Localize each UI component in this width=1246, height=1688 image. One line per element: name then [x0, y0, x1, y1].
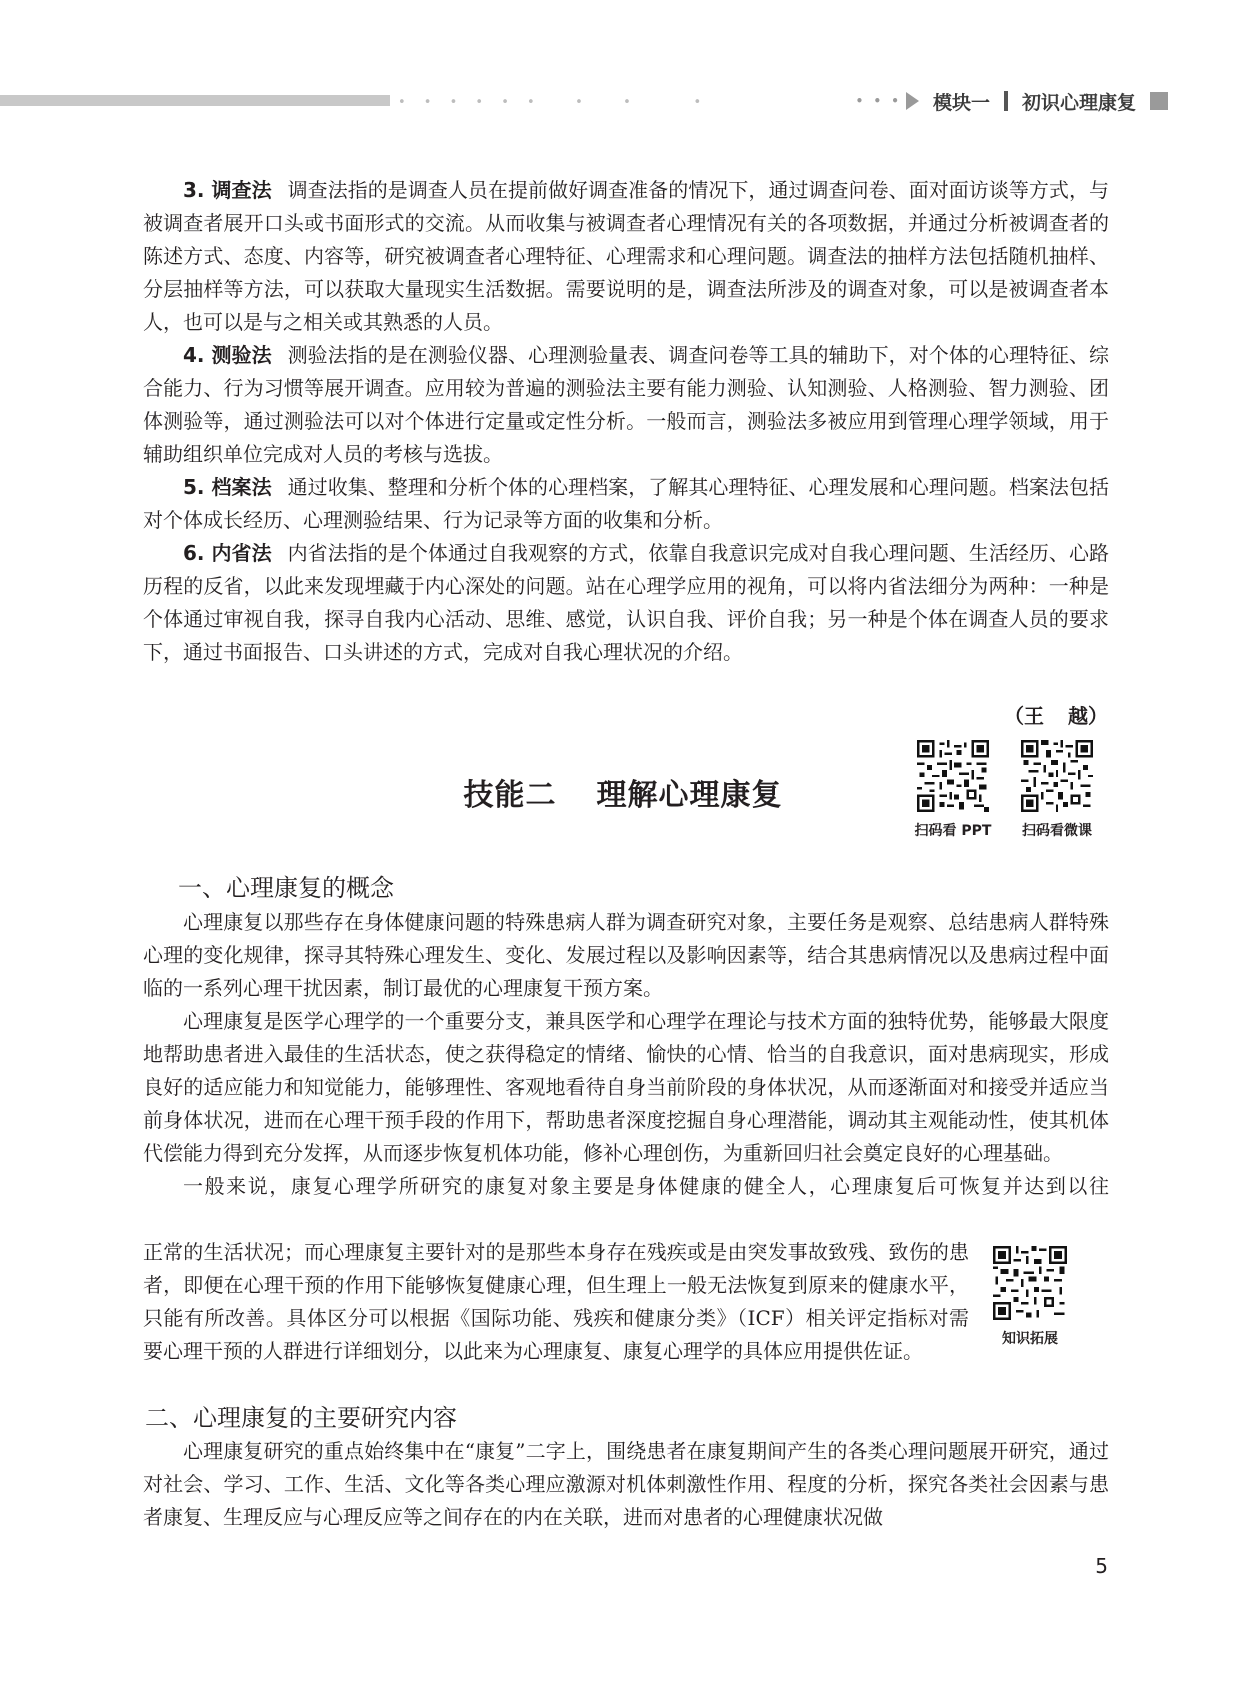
method-label: 5. 档案法 [183, 475, 272, 499]
paragraph: 心理康复研究的重点始终集中在“康复”二字上，围绕患者在康复期间产生的各类心理问题展开研究，通过对社会、学习、工作、生活、文化等各类心理应激源对机体刺激性作用、程度的分析，探究各类社会因素与患者康复、生理反应与心理反应等之间存在的内在关联，进而对患者的心理健康状况做 [143, 1439, 1109, 1529]
section-heading: 一、心理康复的概念 [178, 874, 394, 902]
qr-caption-extension: 知识拓展 [1002, 1331, 1058, 1347]
author-credit [1004, 700, 1108, 729]
paragraph: 心理康复是医学心理学的一个重要分支，兼具医学和心理学在理论与技术方面的独特优势，能够最大限度地帮助患者进入最佳的生活状态，使之获得稳定的情绪、愉快的心情、恰当的自我意识，面对患病现实，形成良好的适应能力和知觉能力，能够理性、客观地看待自身当前阶段的身体状况，从而逐渐面对和接受并适应当前身体状况，进而在心理干预手段的作用下，帮助患者深度挖掘自身心理潜能，调动其主观能动性，使其机体代偿能力得到充分发挥，从而逐步恢复机体功能，修补心理创伤，为重新回归社会奠定良好的心理基础。 [143, 1009, 1109, 1165]
qr-code-extension-icon[interactable] [993, 1246, 1067, 1320]
method-label: 3. 调查法 [183, 178, 272, 202]
method-label: 4. 测验法 [183, 343, 272, 367]
paragraph: 一般来说，康复心理学所研究的康复对象主要是身体健康的健全人，心理康复后可恢复并达到以往 [183, 1174, 1109, 1198]
paragraph: 心理康复以那些存在身体健康问题的特殊患病人群为调查研究对象，主要任务是观察、总结患病人群特殊心理的变化规律，探寻其特殊心理发生、变化、发展过程以及影响因素等，结合其患病情况以及患病过程中面临的一系列心理干扰因素，制订最优的心理康复干预方案。 [143, 910, 1109, 1000]
header-title: 初识心理康复 [1021, 91, 1136, 114]
paragraph: 正常的生活状况；而心理康复主要针对的是那些本身存在残疾或是由突发事故致残、致伤的患者，即便在心理干预的作用下能够恢复健康心理，但生理上一般无法恢复到原来的健康水平，只能有所改善。具体区分可以根据《国际功能、残疾和健康分类》（ICF）相关评定指标对需要心理干预的人群进行详细划分，以此来为心理康复、康复心理学的具体应用提供佐证。 [143, 1240, 969, 1363]
header-square-icon [1150, 92, 1168, 110]
method-text: 通过收集、整理和分析个体的心理档案，了解其心理特征、心理发展和心理问题。档案法包括对个体成长经历、心理测验结果、行为记录等方面的收集和分析。 [143, 475, 1110, 532]
header-module: 模块一 [932, 91, 990, 114]
header-mini-dots: • • • [855, 94, 902, 108]
header-decor-dots: • • • • • • • • • [398, 95, 709, 110]
method-archive [143, 471, 1109, 537]
method-text: 调查法指的是调查人员在提前做好调查准备的情况下，通过调查问卷、面对面访谈等方式，与被调查者展开口头或书面形式的交流。从而收集与被调查者心理情况有关的各项数据，并通过分析被调查者的陈述方式、态度、内容等，研究被调查者心理特征、心理需求和心理问题。调查法的抽样方法包括随机抽样、分层抽样等方法，可以获取大量现实生活数据。需要说明的是，调查法所涉及的调查对象，可以是被调查者本人，也可以是与之相关或其熟悉的人员。 [143, 178, 1110, 334]
section1-body [143, 906, 1109, 1203]
method-survey [143, 174, 1109, 339]
author-close: 越） [1068, 704, 1108, 728]
method-text: 测验法指的是在测验仪器、心理测验量表、调查问卷等工具的辅助下，对个体的心理特征、综合能力、行为习惯等展开调查。应用较为普遍的测验法主要有能力测验、认知测验、人格测验、智力测验、团体测验等，通过测验法可以对个体进行定量或定性分析。一般而言，测验法多被应用到管理心理学领域，用于辅助组织单位完成对人员的考核与选拔。 [143, 343, 1110, 466]
qr-code-microclass-icon[interactable] [1021, 740, 1093, 812]
qr-caption-microclass: 扫码看微课 [1022, 823, 1092, 839]
author-open: （王 [1004, 704, 1044, 728]
methods-section [143, 174, 1109, 669]
running-header [856, 88, 1168, 114]
method-label: 6. 内省法 [183, 541, 272, 565]
skill-name: 理解心理康复 [596, 778, 783, 813]
header-divider [1004, 91, 1008, 111]
header-decor-bar [0, 95, 390, 106]
section2-body [143, 1435, 1109, 1534]
section-heading: 二、心理康复的主要研究内容 [145, 1404, 457, 1432]
section1-body-wrapped [143, 1236, 969, 1368]
header-arrow-icon [906, 92, 919, 110]
page-number: 5 [1095, 1554, 1108, 1578]
qr-caption-ppt: 扫码看 PPT [914, 823, 992, 839]
method-introspection [143, 537, 1109, 669]
method-test [143, 339, 1109, 471]
skill-number: 技能二 [463, 778, 557, 813]
qr-code-ppt-icon[interactable] [917, 740, 989, 812]
method-text: 内省法指的是个体通过自我观察的方式，依靠自我意识完成对自我心理问题、生活经历、心路历程的反省，以此来发现埋藏于内心深处的问题。站在心理学应用的视角，可以将内省法细分为两种：一种是个体通过审视自我，探寻自我内心活动、思维、感觉，认识自我、评价自我；另一种是个体在调查人员的要求下，通过书面报告、口头讲述的方式，完成对自我心理状况的介绍。 [143, 541, 1110, 664]
